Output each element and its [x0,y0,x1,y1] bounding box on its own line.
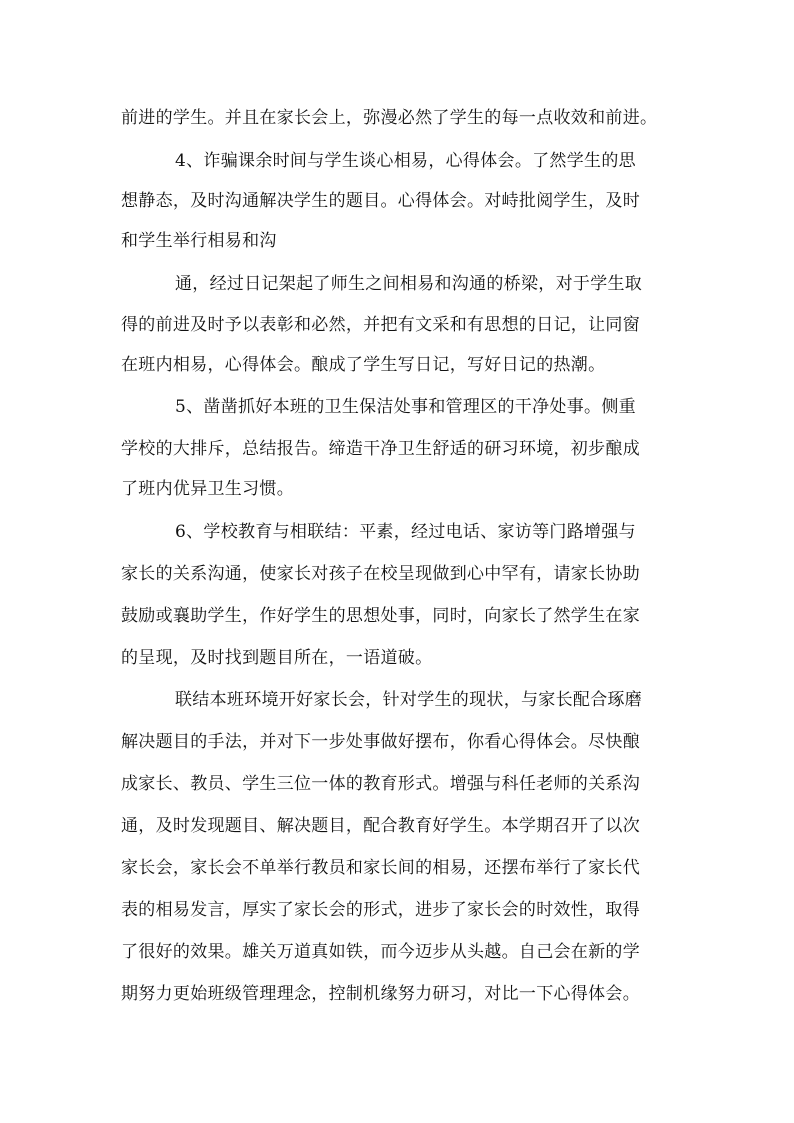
text-line: 在班内相易，心得体会。酿成了学生写日记，写好日记的热潮。 [121,355,606,375]
text-line: 联结本班环境开好家长会，针对学生的现状，与家长配合琢磨 [175,690,643,710]
text-line: 4、诈骗课余时间与学生谈心相易，心得体会。了然学生的思 [175,151,636,171]
text-line: 和学生举行相易和沟 [121,231,277,251]
text-line: 6、学校教育与相联结：平素，经过电话、家访等门路增强与 [175,522,636,542]
text-line: 成家长、教员、学生三位一体的教育形式。增强与科任老师的关系沟 [121,774,640,794]
text-line: 想静态，及时沟通解决学生的题目。心得体会。对峙批阅学生，及时 [121,191,640,211]
text-line: 通，经过日记架起了师生之间相易和沟通的桥梁，对于学生取 [175,274,643,294]
text-line: 了班内优异卫生习惯。 [121,479,294,499]
text-line: 前进的学生。并且在家长会上，弥漫必然了学生的每一点收效和前进。 [121,108,658,128]
text-line: 解决题目的手法，并对下一步处事做好摆布，你看心得体会。尽快酿 [121,732,640,752]
text-line: 家长会，家长会不单举行教员和家长间的相易，还摆布举行了家长代 [121,858,640,878]
text-line: 期努力更始班级管理理念，控制机缘努力研习，对比一下心得体会。 [121,984,640,1004]
text-line: 通，及时发现题目、解决题目，配合教育好学生。本学期召开了以次 [121,816,640,836]
text-line: 得的前进及时予以表彰和必然，并把有文采和有思想的日记，让同窗 [121,315,640,335]
text-line: 5、凿凿抓好本班的卫生保洁处事和管理区的干净处事。侧重 [175,397,636,417]
text-line: 的呈现，及时找到题目所在，一语道破。 [121,648,433,668]
text-line: 家长的关系沟通，使家长对孩子在校呈现做到心中罕有，请家长协助 [121,564,640,584]
text-line: 鼓励或襄助学生，作好学生的思想处事，同时，向家长了然学生在家 [121,606,640,626]
text-line: 表的相易发言，厚实了家长会的形式，进步了家长会的时效性，取得 [121,900,640,920]
text-line: 学校的大排斥，总结报告。缔造干净卫生舒适的研习环境，初步酿成 [121,439,640,459]
text-line: 了很好的效果。雄关万道真如铁，而今迈步从头越。自己会在新的学 [121,942,640,962]
